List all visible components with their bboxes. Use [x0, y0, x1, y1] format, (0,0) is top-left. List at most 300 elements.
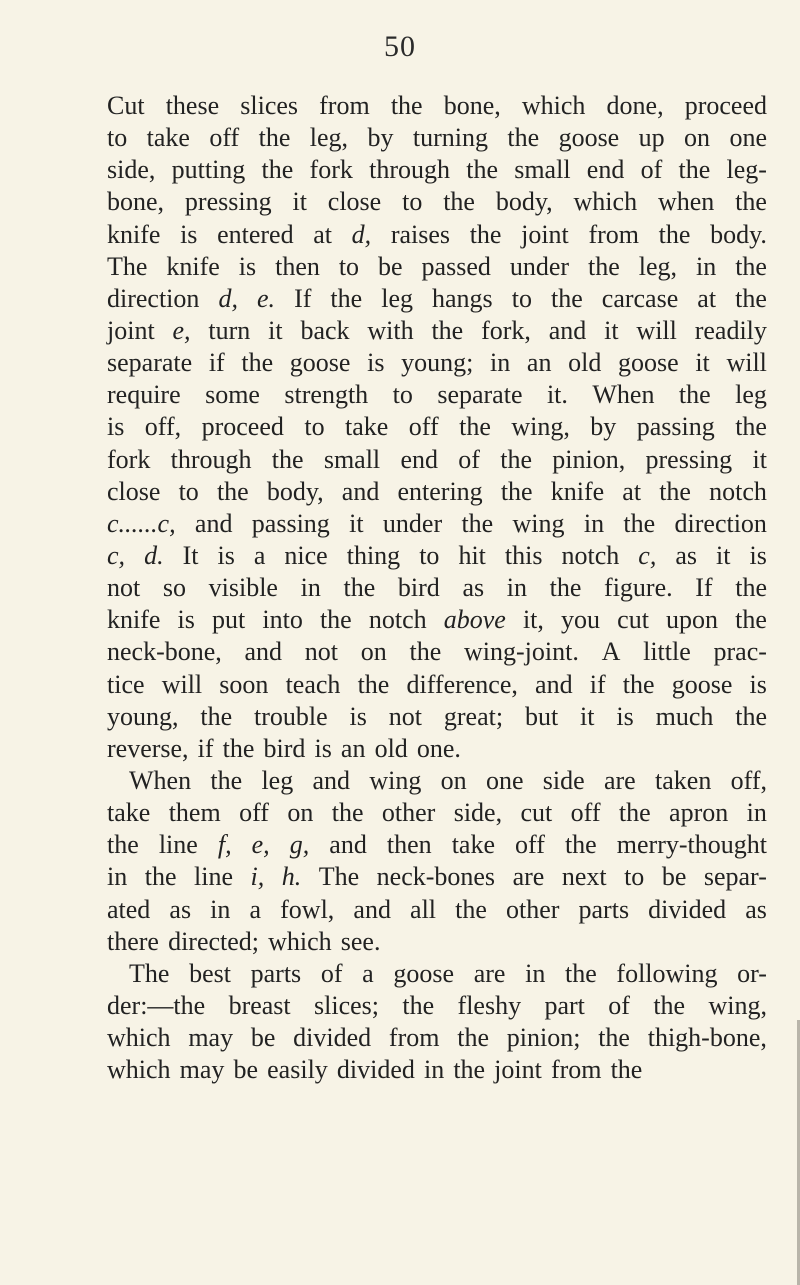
word: to	[511, 283, 532, 313]
word: one	[729, 123, 767, 153]
word: cut	[520, 798, 553, 828]
word: these	[165, 91, 220, 120]
text-line	[107, 669, 767, 701]
word: which	[268, 926, 332, 956]
word: raises	[390, 219, 451, 249]
word: at	[622, 476, 642, 506]
word: done,	[606, 91, 664, 120]
word: c,	[107, 540, 126, 570]
text-line	[107, 411, 767, 443]
word: the	[330, 283, 363, 313]
word: is	[107, 412, 125, 442]
text-line	[107, 829, 767, 861]
word: close	[327, 187, 382, 217]
word: old	[568, 348, 602, 378]
word: separate	[107, 348, 193, 378]
word: part	[544, 990, 585, 1020]
word: pinion;	[506, 1023, 581, 1053]
word: The	[107, 251, 148, 281]
word: wing,	[511, 412, 570, 442]
word: divided	[293, 1023, 372, 1053]
word: the	[549, 573, 582, 603]
word: from	[388, 1023, 440, 1053]
word: goose	[618, 348, 679, 378]
word: as	[675, 540, 698, 570]
word: all	[410, 894, 437, 924]
word: It	[182, 540, 199, 570]
word: following	[616, 958, 718, 988]
word: if	[197, 733, 214, 763]
word: the	[443, 187, 475, 217]
text-line	[107, 154, 767, 186]
word: through	[170, 444, 252, 474]
word: divided	[648, 894, 727, 924]
word: thing	[346, 540, 401, 570]
word: of	[320, 958, 343, 988]
word: reverse,	[107, 733, 189, 763]
word: the	[469, 219, 502, 249]
word: figure.	[604, 573, 673, 603]
word: tice	[107, 669, 145, 699]
word: an	[340, 733, 366, 763]
word: at	[313, 219, 333, 249]
word: next	[561, 862, 607, 892]
word: the	[653, 990, 686, 1020]
word: proceed	[684, 91, 767, 120]
word: much	[655, 701, 714, 731]
text-line	[107, 315, 767, 347]
word: the	[564, 958, 597, 988]
word: is	[349, 701, 367, 731]
word: end	[400, 444, 438, 474]
word: c......c,	[107, 508, 176, 538]
word: readily	[694, 315, 767, 345]
word: proceed	[201, 412, 284, 442]
word: knife	[107, 219, 161, 249]
word: and	[244, 637, 283, 667]
word: wing	[369, 765, 422, 795]
word: e,	[172, 315, 191, 345]
word: parts	[578, 894, 630, 924]
word: upon	[666, 605, 719, 635]
word: as	[745, 894, 767, 924]
word: the	[409, 637, 442, 667]
word: not	[107, 573, 141, 603]
word: hangs	[432, 283, 493, 313]
word: on	[440, 765, 467, 795]
word: you	[561, 605, 601, 635]
word: then	[275, 251, 320, 281]
word: body,	[495, 187, 553, 217]
word: wing,	[708, 990, 767, 1020]
word: The	[318, 862, 360, 892]
word: back	[300, 315, 350, 345]
word: the	[598, 1023, 630, 1053]
word: the	[461, 508, 494, 538]
word: are	[473, 958, 506, 988]
word: other	[506, 894, 560, 924]
word: the	[222, 733, 255, 763]
word: thigh-bone,	[647, 1023, 767, 1053]
word: be	[233, 1055, 259, 1085]
word: joint	[107, 315, 155, 345]
word: may	[188, 1023, 234, 1053]
word: into	[262, 605, 303, 635]
text-line	[107, 990, 767, 1022]
word: the	[390, 91, 423, 120]
text-line	[107, 283, 767, 315]
text-line	[107, 186, 767, 218]
word: apron	[669, 798, 729, 828]
word: of	[458, 444, 480, 474]
word: difference,	[406, 669, 518, 699]
word: goose	[289, 348, 351, 378]
word: off	[408, 412, 439, 442]
word: fork,	[481, 315, 531, 345]
word: there	[107, 926, 159, 956]
word: small	[323, 444, 381, 474]
text-line	[107, 797, 767, 829]
word: off	[570, 798, 601, 828]
word: wing-joint.	[464, 637, 579, 667]
word: see.	[340, 926, 381, 956]
word: the	[735, 701, 767, 731]
word: is	[616, 701, 634, 731]
word: will	[636, 315, 677, 345]
word: the	[200, 701, 233, 731]
word: old	[374, 733, 408, 763]
word: visible	[208, 573, 278, 603]
word: off	[515, 830, 545, 860]
word: from	[319, 91, 370, 120]
word: it	[604, 315, 619, 345]
word: notch	[368, 605, 427, 635]
word: notch	[561, 540, 620, 570]
text-line	[107, 861, 767, 893]
text-line	[107, 347, 767, 379]
word: d,	[218, 283, 238, 313]
text-line	[107, 733, 767, 765]
word: the	[735, 605, 767, 635]
word: the	[319, 605, 352, 635]
word: goose	[558, 123, 620, 153]
text-line	[107, 251, 767, 283]
word: to	[107, 123, 128, 153]
text-line	[107, 926, 767, 958]
word: body.	[710, 219, 767, 249]
word: young,	[107, 701, 179, 731]
word: turn	[208, 315, 251, 345]
word: the	[261, 155, 294, 185]
word: above	[443, 605, 506, 635]
word: breast	[228, 990, 291, 1020]
text-line	[107, 636, 767, 668]
word: be	[250, 1023, 276, 1053]
word: are	[603, 765, 636, 795]
word: notch	[709, 476, 767, 506]
word: fork	[107, 444, 151, 474]
word: it	[292, 187, 307, 217]
text-line	[107, 765, 767, 797]
word: the	[658, 219, 691, 249]
word: divided	[336, 1055, 415, 1085]
word: may	[179, 1055, 225, 1085]
word: A	[601, 637, 621, 667]
word: is	[177, 605, 195, 635]
word: the	[402, 990, 435, 1020]
word: in	[423, 1055, 445, 1085]
word: it	[349, 508, 364, 538]
word: as	[169, 894, 192, 924]
word: in	[300, 573, 321, 603]
word: an	[526, 348, 552, 378]
word: one.	[416, 733, 461, 763]
word: the	[500, 476, 533, 506]
text-line	[107, 508, 767, 540]
word: on	[360, 637, 387, 667]
word: side,	[453, 798, 503, 828]
word: which	[573, 187, 638, 217]
body-text	[107, 90, 767, 1086]
word: from	[550, 1055, 602, 1085]
word: strength	[284, 380, 369, 410]
word: pressing	[184, 187, 272, 217]
word: on	[287, 798, 314, 828]
word: is	[314, 733, 332, 763]
text-line	[107, 444, 767, 476]
word: to	[392, 380, 413, 410]
word: but	[524, 701, 559, 731]
word: the	[216, 476, 249, 506]
word: der:—the	[107, 990, 206, 1020]
word: if	[208, 348, 225, 378]
word: the	[455, 894, 487, 924]
word: leg,	[638, 251, 678, 281]
word: in	[746, 798, 767, 828]
word: knife	[550, 476, 605, 506]
word: the	[610, 1055, 643, 1085]
word: not	[304, 637, 339, 667]
word: the	[144, 862, 177, 892]
text-line	[107, 604, 767, 636]
text-line	[107, 572, 767, 604]
word: and	[353, 894, 391, 924]
word: and	[194, 508, 233, 538]
word: the	[678, 380, 711, 410]
word: the	[659, 476, 691, 506]
word: the	[735, 251, 767, 281]
word: in	[506, 573, 527, 603]
text-line	[107, 894, 767, 926]
word: leg	[261, 765, 294, 795]
word: it,	[522, 605, 544, 635]
word: in	[490, 348, 511, 378]
word: at	[697, 283, 717, 313]
word: neck-bone,	[107, 637, 222, 667]
word: bird	[263, 733, 306, 763]
word: line	[158, 830, 198, 860]
word: joint	[494, 1055, 542, 1085]
word: to	[338, 251, 360, 281]
word: and	[548, 315, 587, 345]
word: put	[212, 605, 246, 635]
word: leg	[735, 380, 767, 410]
word: teach	[285, 669, 341, 699]
word: a	[253, 540, 266, 570]
word: side	[542, 765, 585, 795]
text-line	[107, 90, 767, 122]
text-line	[107, 540, 767, 572]
word: If	[695, 573, 713, 603]
word: in	[583, 508, 605, 538]
text-line	[107, 958, 767, 990]
text-line	[107, 1054, 767, 1086]
word: bone,	[107, 187, 165, 217]
word: easily	[267, 1055, 328, 1085]
word: the	[500, 444, 532, 474]
word: close	[107, 476, 161, 506]
text-line	[107, 122, 767, 154]
word: bone,	[443, 91, 501, 120]
word: slices;	[314, 990, 380, 1020]
word: to	[304, 412, 325, 442]
word: g,	[289, 830, 310, 860]
word: hit	[458, 540, 486, 570]
word: knife	[107, 605, 161, 635]
word: small	[514, 155, 571, 185]
word: the	[210, 765, 243, 795]
text-line	[107, 1022, 767, 1054]
word: turning	[412, 123, 488, 153]
word: joint	[521, 219, 569, 249]
word: passing	[251, 508, 330, 538]
word: the	[431, 315, 464, 345]
word: are	[512, 862, 545, 892]
word: off,	[144, 412, 182, 442]
word: will	[161, 669, 203, 699]
word: to	[624, 862, 645, 892]
word: or-	[737, 958, 767, 988]
word: other	[381, 798, 436, 828]
word: the	[678, 155, 711, 185]
word: fowl,	[280, 894, 335, 924]
word: as	[462, 573, 485, 603]
word: the	[466, 155, 498, 185]
word: which	[521, 91, 586, 120]
word: which	[107, 1023, 171, 1053]
word: a	[249, 894, 262, 924]
word: goose	[393, 958, 455, 988]
word: of	[640, 155, 663, 185]
word: a	[362, 958, 374, 988]
word: goose	[671, 669, 733, 699]
word: leg-	[726, 155, 767, 185]
word: by	[367, 123, 394, 153]
word: will	[726, 348, 767, 378]
word: to	[402, 187, 423, 217]
word: of	[608, 990, 630, 1020]
word: in	[525, 958, 546, 988]
word: direction	[107, 283, 200, 313]
word: which	[107, 1055, 171, 1085]
word: is	[238, 251, 257, 281]
word: line	[194, 862, 233, 892]
word: not	[388, 701, 422, 731]
word: the	[735, 412, 767, 442]
word: parts	[250, 958, 302, 988]
word: ated	[107, 894, 151, 924]
word: off	[209, 123, 240, 153]
word: bird	[397, 573, 440, 603]
word: the	[618, 798, 651, 828]
word: knife	[166, 251, 220, 281]
word: and	[329, 830, 367, 860]
word: take	[107, 798, 151, 828]
word: the	[564, 830, 597, 860]
word: under	[382, 508, 443, 538]
word: cut	[617, 605, 649, 635]
word: directed;	[168, 926, 260, 956]
word: great;	[443, 701, 504, 731]
word: direction	[674, 508, 767, 538]
word: nice	[284, 540, 328, 570]
word: fork	[309, 155, 353, 185]
word: with	[367, 315, 414, 345]
word: prac-	[713, 637, 767, 667]
word: e,	[251, 830, 270, 860]
word: The	[129, 958, 170, 988]
word: it.	[546, 380, 568, 410]
text-line	[107, 476, 767, 508]
word: the	[457, 1023, 489, 1053]
word: putting	[171, 155, 246, 185]
word: the	[241, 348, 274, 378]
word: separate	[437, 380, 523, 410]
word: the	[623, 508, 656, 538]
word: soon	[219, 669, 269, 699]
word: the	[459, 412, 491, 442]
word: off	[239, 798, 269, 828]
text-line	[107, 701, 767, 733]
word: is	[180, 219, 198, 249]
word: pinion,	[552, 444, 626, 474]
word: passing	[636, 412, 715, 442]
text-line	[107, 379, 767, 411]
word: carcase	[601, 283, 679, 313]
word: if	[589, 669, 606, 699]
word: some	[205, 380, 260, 410]
word: pressing	[645, 444, 733, 474]
word: the	[588, 251, 620, 281]
word: If	[294, 283, 312, 313]
word: off,	[730, 765, 767, 795]
word: the	[343, 573, 376, 603]
word: e.	[256, 283, 276, 313]
word: slices	[240, 91, 299, 120]
word: little	[643, 637, 691, 667]
word: separ-	[703, 862, 767, 892]
word: the	[507, 123, 540, 153]
word: them	[168, 798, 221, 828]
word: it	[695, 348, 710, 378]
word: d,	[351, 219, 372, 249]
word: be	[661, 862, 687, 892]
word: take	[146, 123, 190, 153]
word: taken	[655, 765, 712, 795]
word: one	[485, 765, 524, 795]
word: the	[622, 669, 655, 699]
word: side,	[107, 155, 156, 185]
